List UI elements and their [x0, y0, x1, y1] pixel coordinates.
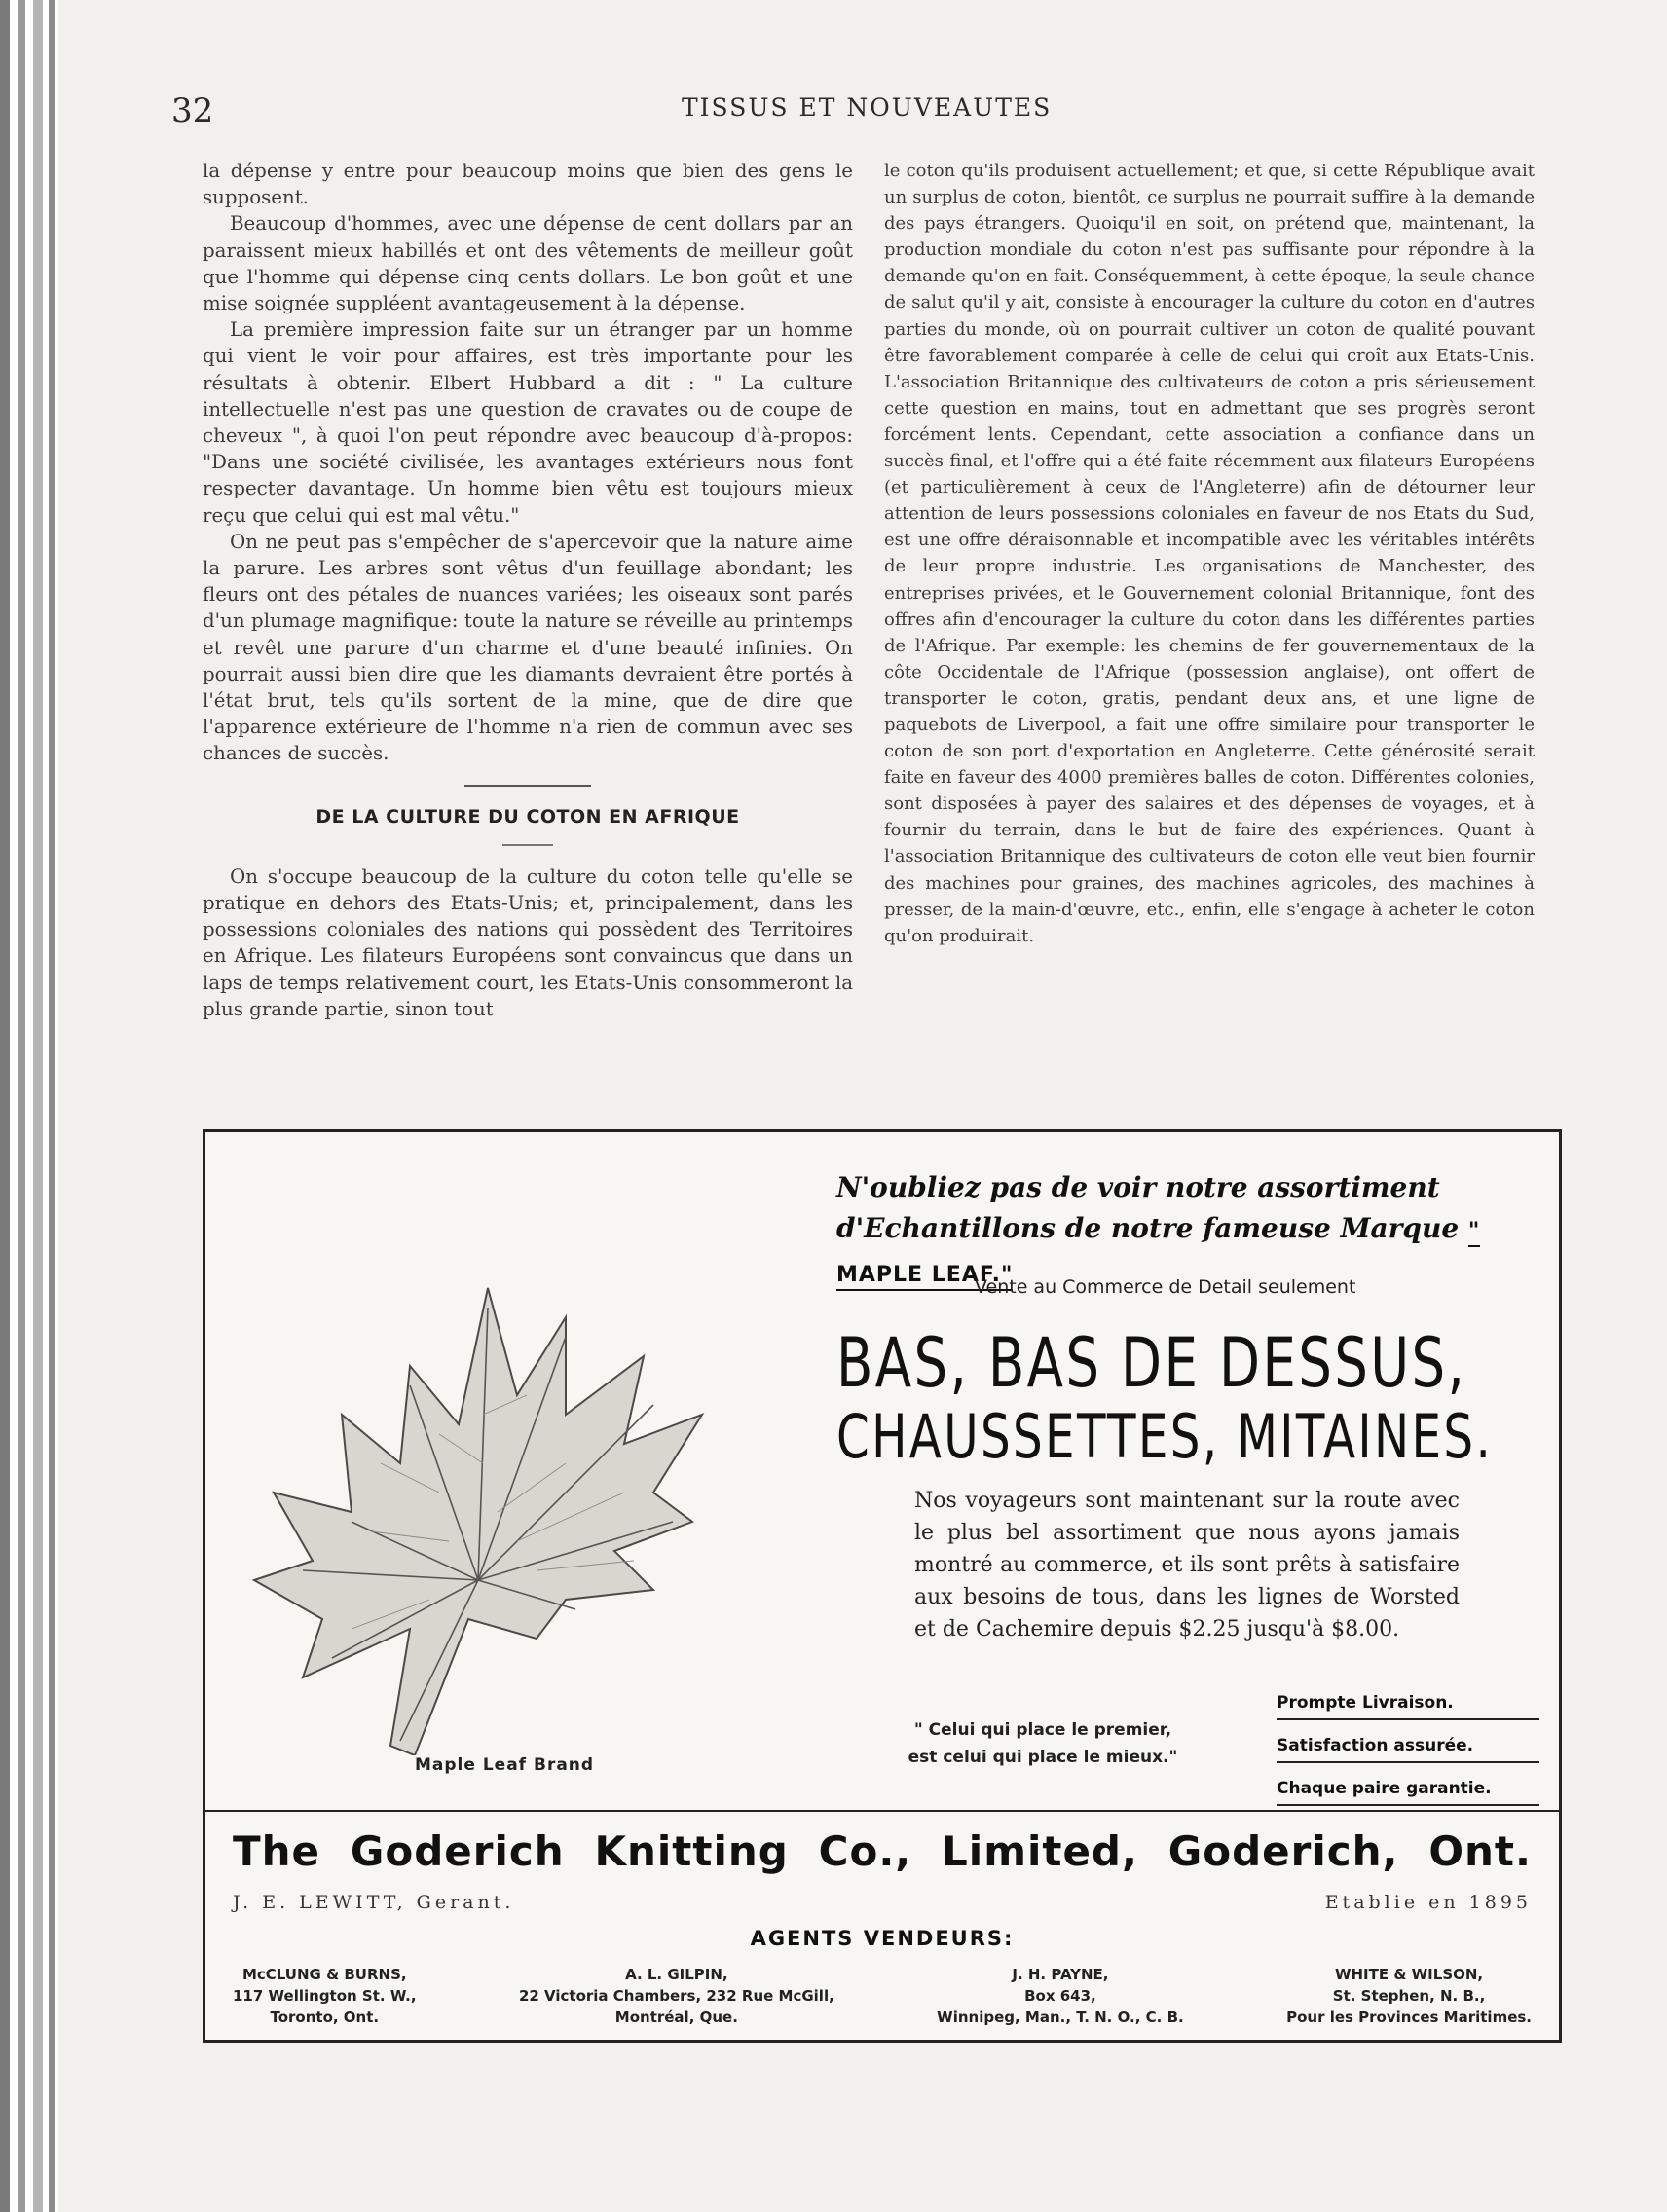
- article-paragraph: On ne peut pas s'empêcher de s'apercevoir que la nature aime la parure. Les arbres sont vêtus d'un feuillage abondant; les fleurs ont des pétales de nuances variées; les oiseaux sont parés d'un plumage magnifique: toute la nature se réveille au printemps et revêt une parure d'un charme et d'une beauté infinies. On pourrait aussi bien dire que les diamants devraient être portés à l'état brut, tels qu'ils sortent de la mine, que de dire que l'apparence extérieure de l'homme n'a rien de commun avec ses chances de succès.: [203, 530, 853, 765]
- page-number: 32: [171, 92, 214, 130]
- company-manager: J. E. LEWITT, Gerant.: [233, 1892, 515, 1913]
- section-divider: [464, 785, 591, 787]
- company-name: [233, 1827, 1532, 1875]
- agent-entry: [937, 1964, 1184, 2028]
- page-edge-3: [33, 0, 43, 2212]
- headline-text: N'oubliez pas de voir notre assortiment d'Echantillons de notre fameuse Marque: [836, 1171, 1468, 1244]
- quote-line: " Celui qui place le premier,: [913, 1720, 1172, 1740]
- company-word: Goderich,: [1167, 1827, 1399, 1875]
- running-head: TISSUS ET NOUVEAUTES: [682, 93, 1053, 122]
- agent-city: Pour les Provinces Maritimes.: [1286, 2009, 1532, 2026]
- advert-subhead: Vente au Commerce de Detail seulement: [975, 1276, 1356, 1298]
- company-word: Co.,: [818, 1827, 912, 1875]
- maple-leaf-icon: [244, 1171, 712, 1755]
- article-paragraph: Beaucoup d'hommes, avec une dépense de cent dollars par an paraissent mieux habillés et ont des vêtements de meilleur goût que l'homme qui dépense cinq cents dollars. Le bon goût et une mise soignée suppléent avantageusement à la dépense.: [203, 212, 853, 315]
- agent-name: J. H. PAYNE,: [1012, 1966, 1109, 1983]
- article-right-column: [884, 158, 1535, 949]
- article-paragraph: La première impression faite sur un étranger par un homme qui vient le voir pour affaires, est très importante pour les résultats à obtenir. Elbert Hubbard a dit : " La culture intellectuelle n'est pas une question de cravates ou de coupe de cheveux ", à quoi l'on peut répondre avec beaucoup d'à-propos: "Dans une société civilisée, les avantages extérieurs nous font respecter davantage. Un homme bien vêtu est toujours mieux reçu que celui qui est mal vêtu.": [203, 318, 853, 527]
- section-heading: DE LA CULTURE DU COTON EN AFRIQUE: [315, 805, 740, 828]
- agent-entry: [233, 1964, 417, 2028]
- advert-divider: [205, 1810, 1559, 1812]
- company-word: Limited,: [942, 1827, 1138, 1875]
- agents-list: [233, 1964, 1532, 2028]
- company-word: Knitting: [594, 1827, 789, 1875]
- page-edge-1: [0, 0, 10, 2212]
- guarantee-item: Satisfaction assurée.: [1277, 1730, 1539, 1763]
- agent-address: St. Stephen, N. B.,: [1332, 1987, 1486, 2005]
- page-edge-2: [18, 0, 25, 2212]
- product-line-2: CHAUSSETTES, MITAINES.: [836, 1401, 1494, 1472]
- advert-quote: [838, 1716, 1247, 1771]
- product-line-1: BAS, BAS DE DESSUS,: [836, 1323, 1467, 1403]
- guarantee-item: Prompte Livraison.: [1277, 1687, 1539, 1720]
- agent-name: WHITE & WILSON,: [1334, 1966, 1484, 1983]
- company-word: The: [233, 1827, 321, 1875]
- brand-mark: " MAPLE LEAF.": [836, 1219, 1480, 1291]
- guarantee-list: [1277, 1687, 1539, 1816]
- article-paragraph: On s'occupe beaucoup de la culture du coton telle qu'elle se pratique en dehors des Etats-Unis; et, principalement, dans les possessions coloniales des nations qui possèdent des Territoires en Afrique. Les filateurs Européens sont convaincus que dans un laps de temps relativement court, les Etats-Unis consommeront la plus grande partie, sinon tout: [203, 865, 853, 1020]
- agent-address: 22 Victoria Chambers, 232 Rue McGill,: [518, 1987, 834, 2005]
- agent-entry: [519, 1964, 834, 2028]
- article-left-column: [203, 158, 853, 1022]
- company-established: Etablie en 1895: [1324, 1892, 1532, 1913]
- agent-address: Box 643,: [1024, 1987, 1096, 2005]
- heading-underline: [502, 844, 553, 846]
- agents-title: AGENTS VENDEURS:: [750, 1927, 1015, 1950]
- article-paragraph: la dépense y entre pour beaucoup moins que bien des gens le supposent.: [203, 160, 853, 209]
- quote-line: est celui qui place le mieux.": [908, 1748, 1178, 1767]
- advert-body: Nos voyageurs sont maintenant sur la route avec le plus bel assortiment que nous ayons jamais montré au commerce, et ils sont prêts à satisfaire aux besoins de tous, dans les lignes de Worsted et de Cachemire depuis $2.25 jusqu'à $8.00.: [914, 1489, 1460, 1641]
- agent-address: 117 Wellington St. W.,: [233, 1987, 417, 2005]
- advertisement-box: [203, 1129, 1562, 2043]
- page-edge-4: [49, 0, 55, 2212]
- article-paragraph: le coton qu'ils produisent actuellement; et que, si cette République avait un surplus de coton, bientôt, ce surplus ne pourrait suffire à la demande des pays étrangers. Quoiqu'il en soit, on prétend que, maintenant, la production mondiale du coton n'est pas suffisante pour répondre à la demande qu'on en fait. Conséquemment, à cette époque, la seule chance de salut qu'il y ait, consiste à encourager la culture du coton en d'autres parties du monde, où on pourrait cultiver un coton de qualité pouvant être favorablement comparée à celle de celui qui croît aux Etats-Unis. L'association Britannique des cultivateurs de coton a pris sérieusement cette question en mains, tout en admettant que ses progrès seront forcément lents. Cependant, cette association a confiance dans un succès final, et l'offre qui a été faite récemment aux filateurs Européens (et particulièrement à ceux de l'Angleterre) afin de détourner leur attention de leurs possessions coloniales en faveur de nos Etats du Sud, est une offre déraisonnable et incompatible avec les véritables intérêts de leur propre industrie. Les organisations de Manchester, des entreprises privées, et le Gouvernement colonial Britannique, font des offres afin d'encourager la culture du coton dans les différentes parties de l'Afrique. Par exemple: les chemins de fer gouvernementaux de la côte Occidentale de l'Afrique (possession anglaise), ont offert de transporter le coton, gratis, pendant deux ans, et une ligne de paquebots de Liverpool, a fait une offre similaire pour transporter le coton de son port d'exportation en Angleterre. Cette générosité serait faite en faveur des 4000 premières balles de coton. Différentes colonies, sont disposées à payer des salaires et des dépenses de voyages, et à fournir du terrain, dans le but de faire des expériences. Quant à l'association Britannique des cultivateurs de coton elle veut bien fournir des machines pour graines, des machines agricoles, des machines à presser, de la main-d'œuvre, etc., enfin, elle s'engage à acheter le coton qu'on produirait.: [884, 161, 1535, 946]
- agent-name: McCLUNG & BURNS,: [241, 1966, 407, 1983]
- agent-entry: [1286, 1964, 1532, 2028]
- agent-city: Montréal, Que.: [614, 2009, 738, 2026]
- agent-name: A. L. GILPIN,: [625, 1966, 728, 1983]
- leaf-caption: Maple Leaf Brand: [415, 1755, 595, 1775]
- agent-city: Toronto, Ont.: [270, 2009, 380, 2026]
- company-word: Goderich: [350, 1827, 565, 1875]
- company-word: Ont.: [1428, 1827, 1532, 1875]
- agent-city: Winnipeg, Man., T. N. O., C. B.: [937, 2009, 1184, 2026]
- maple-leaf-illustration: [244, 1171, 712, 1697]
- guarantee-item: Chaque paire garantie.: [1277, 1773, 1539, 1806]
